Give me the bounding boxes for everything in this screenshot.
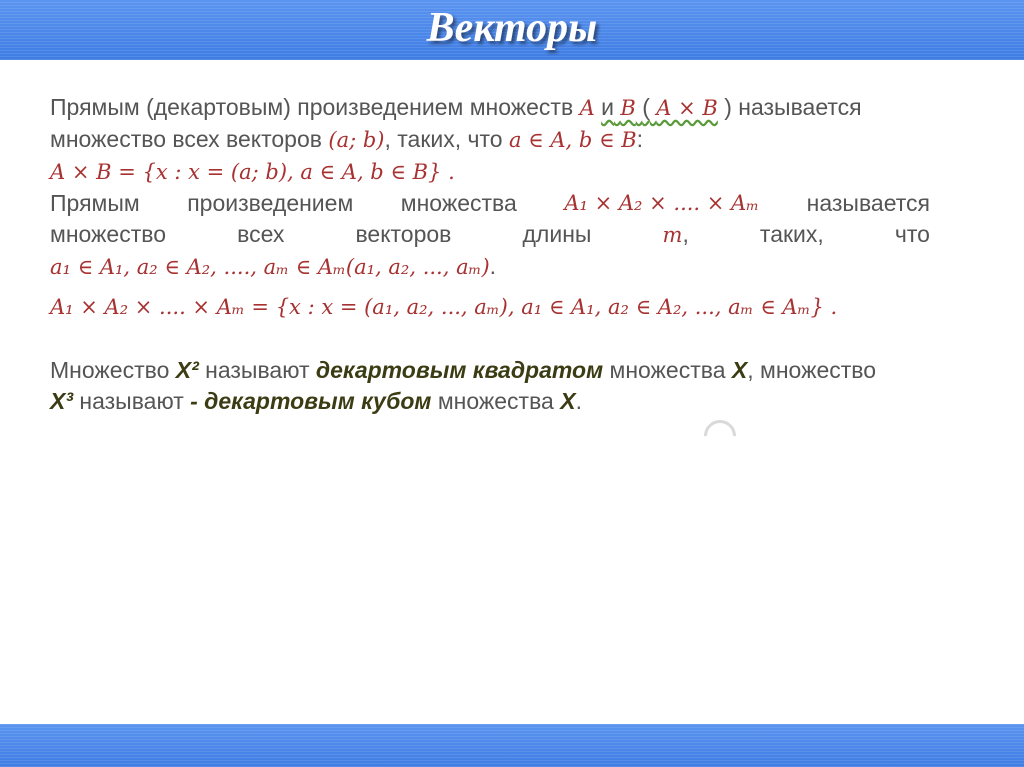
word: Прямым: [50, 190, 140, 216]
math-a: A: [579, 96, 595, 120]
math-axb: A × B: [656, 96, 718, 120]
p1-line2: [50, 124, 930, 156]
math-ab: (a; b): [328, 128, 385, 152]
called-word: называется: [738, 94, 862, 120]
x-var-end: X: [560, 388, 576, 414]
term-cartesian-square: декартовым квадратом: [315, 357, 604, 383]
word: называют: [79, 388, 184, 414]
such-that: , таких, что: [384, 126, 503, 152]
word: называется: [806, 190, 930, 216]
formula-n-ary: A₁ × A₂ × .... × Aₘ = {x : x = (a₁, a₂, ..., aₘ), a₁ ∈ A₁, a₂ ∈ A₂, ..., aₘ ∈ Aₘ} .: [50, 295, 838, 319]
word: произведением: [187, 190, 354, 216]
p3-line1: [50, 355, 930, 386]
math-m-group: [663, 219, 689, 251]
word: множества: [609, 357, 726, 383]
comma: ,: [682, 221, 689, 247]
and-word: и: [601, 94, 614, 120]
p3-line2: [50, 386, 930, 417]
x-cubed: X³: [50, 388, 73, 414]
bottom-banner: [0, 724, 1024, 767]
word: таких,: [759, 221, 824, 247]
word: множество: [50, 221, 167, 247]
math-product: A₁ × A₂ × .... × Aₘ: [564, 191, 760, 215]
word: всех: [237, 221, 285, 247]
spellcheck-span: [601, 94, 718, 120]
p1-text: Прямым (декартовым) произведением множеств: [50, 94, 574, 120]
term-cartesian-cube: - декартовым кубом: [190, 388, 432, 414]
loading-spinner-icon: [697, 413, 742, 458]
p1-text-b: множество всех векторов: [50, 126, 322, 152]
p2-line2: [50, 219, 930, 251]
period: .: [575, 388, 582, 414]
p1-formula: [50, 156, 930, 188]
paren-open: (: [642, 94, 650, 120]
p2-line1: [50, 188, 930, 219]
x-var: X: [731, 357, 748, 383]
colon: :: [636, 126, 644, 152]
p2-formula: [50, 291, 930, 323]
p1-line1: [50, 92, 930, 124]
spacer: [50, 323, 930, 345]
x-squared: X²: [175, 357, 199, 383]
word: , множество: [747, 357, 877, 383]
word: векторов: [355, 221, 452, 247]
slide-content: [50, 92, 930, 417]
word: длины: [522, 221, 592, 247]
word: множества: [400, 190, 517, 216]
word: множества: [437, 388, 554, 414]
dot: .: [489, 253, 497, 279]
paren-close: ): [724, 94, 732, 120]
math-m: m: [662, 223, 683, 247]
formula-cartesian: A × B = {x : x = (a; b), a ∈ A, b ∈ B} .: [50, 160, 455, 184]
word: Множество: [50, 357, 170, 383]
word: называют: [205, 357, 310, 383]
math-b: B: [620, 96, 636, 120]
word: что: [894, 221, 930, 247]
p2-line3: [50, 251, 930, 283]
slide-title: Векторы: [426, 5, 598, 51]
math-condition-m: a₁ ∈ A₁, a₂ ∈ A₂, ...., aₘ ∈ Aₘ(a₁, a₂, ..., aₘ): [50, 255, 490, 279]
top-banner: [0, 0, 1024, 60]
math-condition: a ∈ A, b ∈ B: [508, 128, 637, 152]
